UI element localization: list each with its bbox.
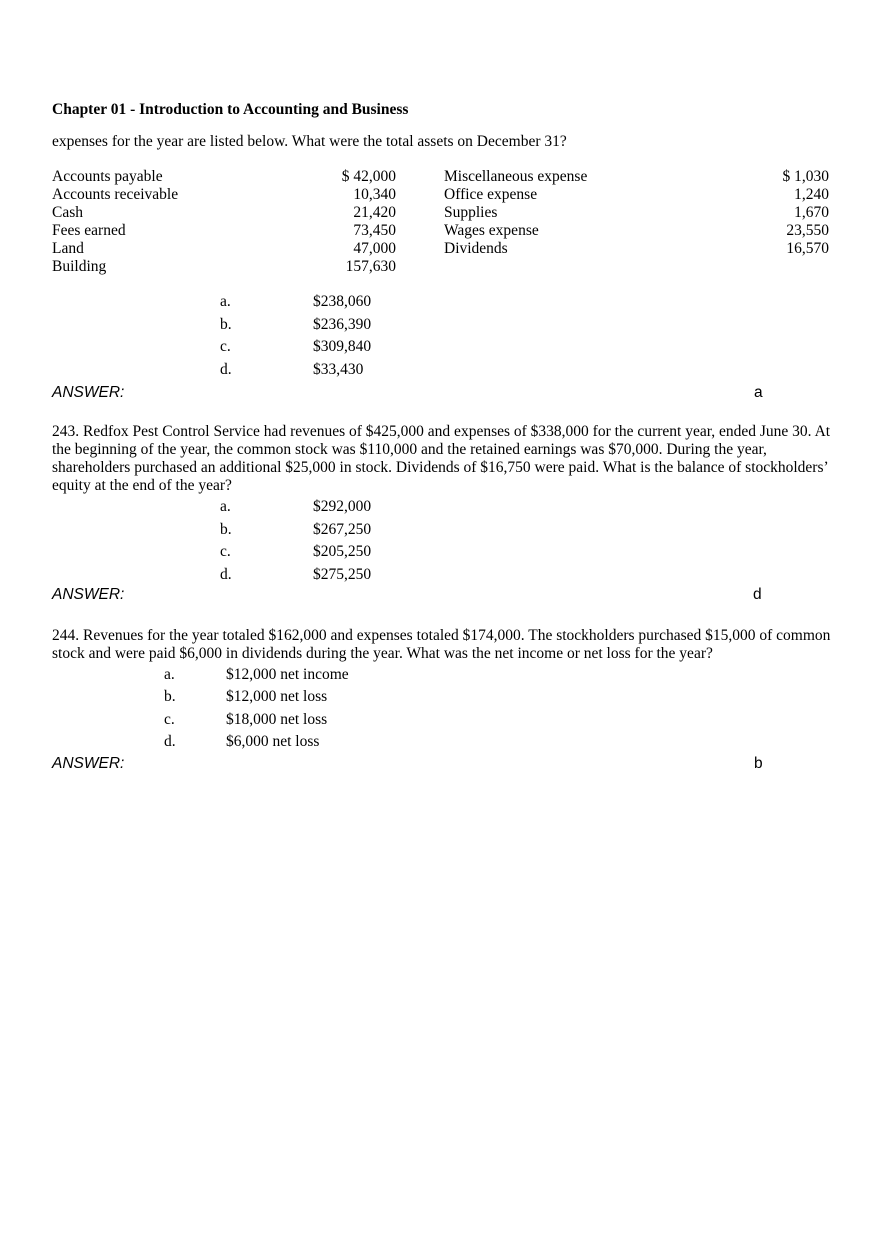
- answer-value: a: [754, 384, 763, 401]
- answer-label: ANSWER:: [52, 384, 125, 401]
- account-label: Office expense: [444, 186, 538, 203]
- choice-text: $275,250: [313, 566, 372, 583]
- choice-letter: d.: [164, 733, 176, 750]
- choice-letter: b.: [220, 521, 232, 538]
- account-value: 16,570: [786, 240, 829, 257]
- choice-letter: d.: [220, 566, 232, 583]
- answer-value: d: [753, 586, 762, 603]
- choice-text: $6,000 net loss: [226, 733, 320, 750]
- account-label: Dividends: [444, 240, 508, 257]
- account-label: Land: [52, 240, 84, 257]
- choice-text: $18,000 net loss: [226, 711, 328, 728]
- account-value: 10,340: [353, 186, 396, 203]
- choice-letter: b.: [220, 316, 232, 333]
- choice-text: $267,250: [313, 521, 372, 538]
- choice-letter: c.: [220, 543, 231, 560]
- choice-text: $12,000 net loss: [226, 688, 328, 705]
- account-value: 1,670: [794, 204, 829, 221]
- account-label: Accounts payable: [52, 168, 163, 185]
- question-242-intro: expenses for the year are listed below. What were the total assets on December 31?: [52, 133, 567, 150]
- choice-text: $292,000: [313, 498, 372, 515]
- chapter-title: Chapter 01 - Introduction to Accounting and Business: [52, 101, 409, 118]
- account-label: Building: [52, 258, 107, 275]
- account-value: 23,550: [786, 222, 829, 239]
- choice-letter: c.: [164, 711, 175, 728]
- choice-text: $12,000 net income: [226, 666, 349, 683]
- account-value: 73,450: [353, 222, 396, 239]
- choice-text: $238,060: [313, 293, 372, 310]
- choice-letter: b.: [164, 688, 176, 705]
- account-value: $ 1,030: [782, 168, 829, 185]
- question-243-text: 243. Redfox Pest Control Service had revenues of $425,000 and expenses of $338,000 for the current year, ended June 30. At the beginning of the year, the common stock was $110,000 and the retained earnings was $70,000. During the year, shareholders purchased an additional $25,000 in stock. Dividends of $16,750 were paid. What is the balance of stockholders’ equity at the end of the year?: [52, 423, 831, 494]
- choice-letter: d.: [220, 361, 232, 378]
- account-value: 21,420: [353, 204, 396, 221]
- choice-letter: a.: [220, 498, 231, 515]
- choice-text: $236,390: [313, 316, 372, 333]
- account-value: 157,630: [345, 258, 396, 275]
- choice-letter: a.: [220, 293, 231, 310]
- answer-value: b: [754, 755, 763, 772]
- account-label: Wages expense: [444, 222, 539, 239]
- account-value: 1,240: [794, 186, 829, 203]
- choice-text: $33,430: [313, 361, 364, 378]
- choice-text: $205,250: [313, 543, 372, 560]
- answer-label: ANSWER:: [52, 755, 125, 772]
- answer-label: ANSWER:: [52, 586, 125, 603]
- account-label: Fees earned: [52, 222, 126, 239]
- choice-letter: a.: [164, 666, 175, 683]
- account-label: Miscellaneous expense: [444, 168, 588, 185]
- account-value: 47,000: [353, 240, 396, 257]
- choice-letter: c.: [220, 338, 231, 355]
- account-value: $ 42,000: [341, 168, 396, 185]
- account-label: Accounts receivable: [52, 186, 179, 203]
- account-label: Supplies: [444, 204, 498, 221]
- account-label: Cash: [52, 204, 83, 221]
- choice-text: $309,840: [313, 338, 372, 355]
- question-244-text: 244. Revenues for the year totaled $162,000 and expenses totaled $174,000. The stockholders purchased $15,000 of common stock and were paid $6,000 in dividends during the year. What was the net income or net loss for the year?: [52, 627, 831, 662]
